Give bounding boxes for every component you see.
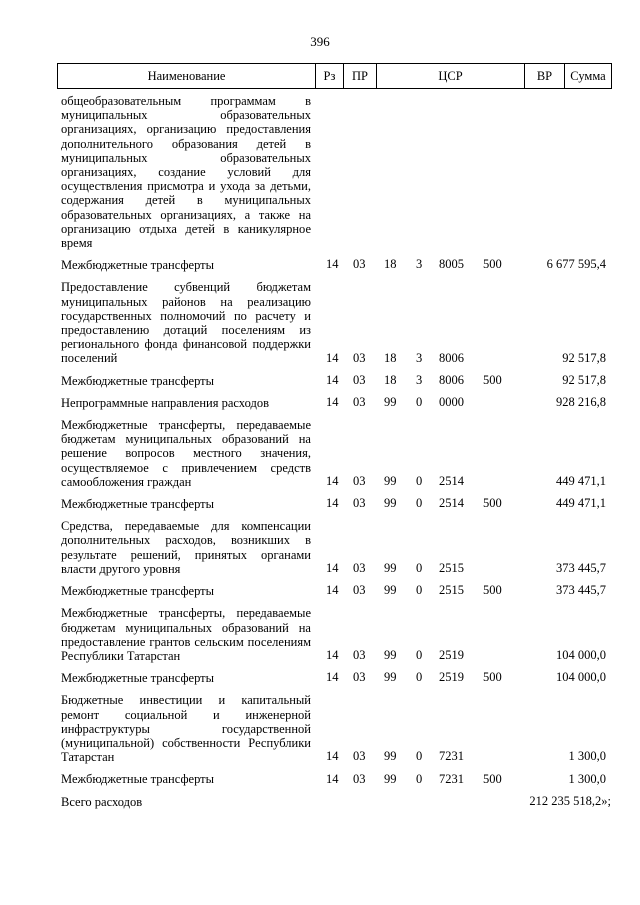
row-csr-program: 99 <box>384 474 397 489</box>
table-row <box>61 374 611 388</box>
row-codes <box>311 583 611 598</box>
row-pr: 03 <box>353 771 366 786</box>
row-name: Предоставление субвенций бюджетам муниципальных районов на реализацию государственных полномочий по расчету и предоставлению дотаций поселениям из регионального фонда финансовой поддержки поселений <box>61 280 311 366</box>
row-csr-direction: 0000 <box>439 395 464 410</box>
row-csr-direction: 2519 <box>439 670 464 685</box>
row-csr-program: 99 <box>384 749 397 764</box>
row-pr: 03 <box>353 561 366 576</box>
row-codes <box>311 235 611 250</box>
row-csr-program: 99 <box>384 583 397 598</box>
row-csr-direction: 7231 <box>439 771 464 786</box>
row-sum: 104 000,0 <box>556 670 606 685</box>
row-csr-direction: 2514 <box>439 474 464 489</box>
row-vr: 500 <box>483 496 502 511</box>
row-codes <box>311 670 611 685</box>
row-codes <box>311 474 611 489</box>
row-vr: 500 <box>483 771 502 786</box>
row-codes <box>311 351 611 366</box>
row-name: Средства, передаваемые для компенсации дополнительных расходов, возникших в результате решений, принятых органами власти другого уровня <box>61 519 311 576</box>
row-rz: 14 <box>326 583 339 598</box>
row-name: Бюджетные инвестиции и капитальный ремонт социальной и инженерной инфраструктуры государственной (муниципальной) собственности Республики Татарстан <box>61 693 311 765</box>
header-vr: ВР <box>525 64 565 88</box>
table-row <box>61 772 611 786</box>
row-rz: 14 <box>326 771 339 786</box>
row-csr-program: 99 <box>384 648 397 663</box>
total-label: Всего расходов <box>61 794 143 809</box>
row-rz: 14 <box>326 372 339 387</box>
row-name: Межбюджетные трансферты, передаваемые бюджетам муниципальных образований на предоставление грантов сельским поселениям Республики Татарстан <box>61 606 311 663</box>
row-csr-subprogram: 0 <box>416 583 423 598</box>
row-csr-program: 18 <box>384 257 397 272</box>
row-csr-program: 99 <box>384 771 397 786</box>
row-csr-subprogram: 0 <box>416 561 423 576</box>
row-codes <box>311 395 611 410</box>
row-csr-direction: 7231 <box>439 749 464 764</box>
row-csr-subprogram: 3 <box>416 372 423 387</box>
header-csr: ЦСР <box>377 64 525 88</box>
row-rz: 14 <box>326 749 339 764</box>
row-name: общеобразовательным программам в муниципальных образовательных организациях, организацию предоставления дополнительного образования детей в муниципальных образовательных организациях, создание условий для осуществления присмотра и ухода за детьми, содержания детей в муниципальных образовательных организациях, а также на организацию отдыха детей в каникулярное время <box>61 94 311 251</box>
row-vr: 500 <box>483 372 502 387</box>
header-sum: Сумма <box>570 69 606 83</box>
row-name: Межбюджетные трансферты <box>61 258 215 273</box>
header-rz: Рз <box>316 64 344 88</box>
row-pr: 03 <box>353 372 366 387</box>
row-name: Межбюджетные трансферты <box>61 373 215 388</box>
row-codes <box>311 373 611 388</box>
table-row <box>61 258 611 272</box>
row-rz: 14 <box>326 395 339 410</box>
row-pr: 03 <box>353 583 366 598</box>
row-rz: 14 <box>326 257 339 272</box>
row-csr-direction: 2519 <box>439 648 464 663</box>
row-sum: 92 517,8 <box>562 350 606 365</box>
row-sum: 92 517,8 <box>562 372 606 387</box>
row-csr-subprogram: 0 <box>416 749 423 764</box>
row-pr: 03 <box>353 648 366 663</box>
row-csr-program: 18 <box>384 350 397 365</box>
total-codes <box>311 794 611 809</box>
row-sum: 449 471,1 <box>556 496 606 511</box>
row-name: Межбюджетные трансферты <box>61 772 215 787</box>
table-header <box>57 63 612 89</box>
row-csr-subprogram: 0 <box>416 496 423 511</box>
table-row <box>61 671 611 685</box>
row-sum: 928 216,8 <box>556 395 606 410</box>
row-sum: 104 000,0 <box>556 648 606 663</box>
row-vr: 500 <box>483 257 502 272</box>
row-csr-subprogram: 0 <box>416 395 423 410</box>
row-csr-subprogram: 0 <box>416 474 423 489</box>
row-rz: 14 <box>326 670 339 685</box>
row-csr-subprogram: 0 <box>416 648 423 663</box>
table-row <box>61 584 611 598</box>
row-codes <box>311 648 611 663</box>
row-name: Межбюджетные трансферты <box>61 671 215 686</box>
row-codes <box>311 496 611 511</box>
row-csr-subprogram: 0 <box>416 771 423 786</box>
row-sum: 373 445,7 <box>556 561 606 576</box>
row-pr: 03 <box>353 749 366 764</box>
row-csr-subprogram: 3 <box>416 350 423 365</box>
row-name: Межбюджетные трансферты, передаваемые бюджетам муниципальных образований на решение вопросов местного значения, осуществляемое с привлечением средств самообложения граждан <box>61 418 311 489</box>
row-pr: 03 <box>353 496 366 511</box>
row-csr-program: 99 <box>384 496 397 511</box>
table-row <box>61 606 611 663</box>
row-pr: 03 <box>353 350 366 365</box>
row-csr-direction: 8006 <box>439 372 464 387</box>
table-row <box>61 693 611 764</box>
table-row <box>61 519 611 576</box>
row-csr-direction: 2515 <box>439 561 464 576</box>
table-row <box>61 497 611 511</box>
row-sum: 373 445,7 <box>556 583 606 598</box>
row-codes <box>311 561 611 576</box>
row-codes <box>311 257 611 272</box>
row-rz: 14 <box>326 648 339 663</box>
row-pr: 03 <box>353 474 366 489</box>
row-csr-program: 99 <box>384 395 397 410</box>
row-pr: 03 <box>353 257 366 272</box>
row-csr-direction: 2514 <box>439 496 464 511</box>
row-name: Межбюджетные трансферты <box>61 497 215 512</box>
page-number: 396 <box>310 34 330 49</box>
row-name: Непрограммные направления расходов <box>61 395 269 410</box>
total-sum: 212 235 518,2»; <box>529 793 611 808</box>
row-vr: 500 <box>483 583 502 598</box>
header-pr: ПР <box>344 64 377 88</box>
header-name: Наименование <box>58 64 316 88</box>
row-csr-subprogram: 3 <box>416 257 423 272</box>
row-csr-subprogram: 0 <box>416 670 423 685</box>
row-name: Межбюджетные трансферты <box>61 584 215 599</box>
row-csr-program: 18 <box>384 372 397 387</box>
row-pr: 03 <box>353 670 366 685</box>
row-vr: 500 <box>483 670 502 685</box>
row-pr: 03 <box>353 395 366 410</box>
table-row <box>61 94 611 250</box>
row-rz: 14 <box>326 561 339 576</box>
table-row <box>61 280 611 365</box>
row-csr-program: 99 <box>384 670 397 685</box>
table-row <box>61 418 611 489</box>
row-csr-direction: 2515 <box>439 583 464 598</box>
row-rz: 14 <box>326 350 339 365</box>
row-rz: 14 <box>326 496 339 511</box>
row-csr-program: 99 <box>384 561 397 576</box>
row-codes <box>311 749 611 764</box>
row-csr-direction: 8005 <box>439 257 464 272</box>
row-sum: 1 300,0 <box>568 771 606 786</box>
total-row <box>61 795 611 809</box>
table-row <box>61 396 611 410</box>
row-rz: 14 <box>326 474 339 489</box>
table-body <box>61 94 611 817</box>
row-csr-direction: 8006 <box>439 350 464 365</box>
row-sum: 1 300,0 <box>568 749 606 764</box>
row-sum: 6 677 595,4 <box>546 257 606 272</box>
row-codes <box>311 772 611 787</box>
row-sum: 449 471,1 <box>556 474 606 489</box>
